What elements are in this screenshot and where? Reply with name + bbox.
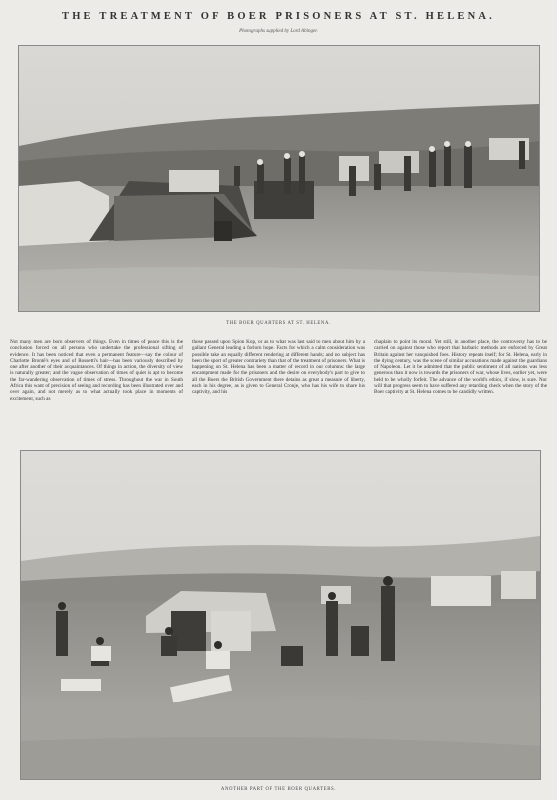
photo-boer-quarters-other — [20, 450, 541, 780]
caption-bottom-photo: ANOTHER PART OF THE BOER QUARTERS. — [220, 787, 337, 792]
page-title: THE TREATMENT OF BOER PRISONERS AT ST. HELENA. — [61, 11, 495, 22]
photo-boer-quarters-image — [19, 46, 539, 311]
photo-credit: Photographs supplied by Lord Abinger. — [239, 29, 318, 34]
article-column-2: those passed upon Spion Kop, or as to what was last said to men about him by a gallant General leading a forlorn hope. Facts for which a calm consideration was possible take an equally different rendering at different hands; and no subject has been the sport of greater contrariety than that of the treatment of prisoners. What is happening on St. Helena has been a matter of record in our columns: the large encampment made for the prisoners and the desire on everybody's part to give to all the Boers the British Government there detains as great a measure of liberty, each in his degree, as is given to General Cronje, who has his wife to share his captivity, and his — [192, 339, 365, 396]
photo-boer-quarters — [18, 45, 540, 312]
article-column-3: chaplain to point its moral. Yet still, in another place, the controversy has to be carried on against those who report that barbaric methods are enforced by Great Britain against her vanquished foes. History repeats itself; for St. Helena, early in the dying century, was the scene of similar accusations made against the guardians of Napoleon. Let it be admitted that the public sentiment of all nations was less generous than it now is towards the prisoners of war, whose lives, earlier yet, were held to be wholly forfeit. The advance of the world's ethics, if slow, is sure. Nor will that progress seem to have suffered any retarding check when the story of the Boer captivity at St. Helena comes to be candidly written. — [374, 339, 547, 396]
article-text — [10, 339, 547, 445]
article-column-1: Not many men are born observers of things. Even in times of peace this is the conclusion forced on all persons who undertake the professional sifting of evidence. It has been noticed that even a permanent feature—say the colour of Charlotte Brontë's eyes and of Rossetti's hair—has been variously described by one after another of their acquaintances. Of things in action, the diversity of view is naturally greater; and the vague observation of times of quiet is apt to become the far-wandering observation of times of stress. Throughout the war in South Africa this want of precision of seeing and recording has been illustrated over and over again, and not merely as to what actually took place in moments of excitement, such as — [10, 339, 183, 402]
photo-boer-quarters-other-image — [21, 451, 540, 779]
caption-top-photo: THE BOER QUARTERS AT ST. HELENA. — [226, 321, 331, 326]
